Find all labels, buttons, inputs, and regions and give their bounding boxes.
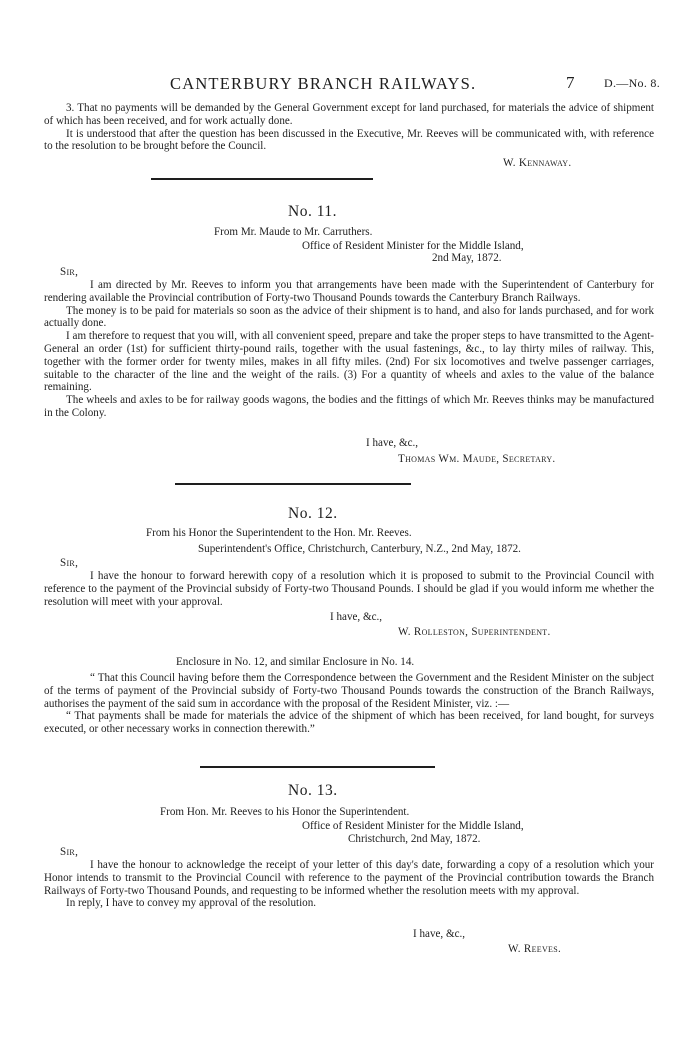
enclosure-title: Enclosure in No. 12, and similar Enclosure in No. 14. xyxy=(176,656,415,668)
paragraph: In reply, I have to convey my approval of the resolution. xyxy=(66,897,317,910)
letter-body xyxy=(44,859,654,910)
paragraph: It is understood that after the question has been discussed in the Executive, Mr. Reeves will be communicated with, with reference to the resolution to be brought before the Council. xyxy=(44,127,654,153)
paragraph: The wheels and axles to be for railway goods wagons, the bodies and the fittings of which Mr. Reeves thinks may be manufactured in the Colony. xyxy=(44,394,654,419)
section-divider xyxy=(175,483,411,485)
letter-heading: No. 12. xyxy=(288,505,338,522)
paragraph: “ That this Council having before them the Correspondence between the Government and the Resident Minister on the subject of the terms of payment of the Provincial subsidy of Forty-two Thousand Pounds towards the construction of the Branch Railways, authorises the payment of the said sum in accordance with the proposal of the Resident Minister, viz. :— xyxy=(44,672,654,710)
signature: W. Reeves. xyxy=(508,943,562,955)
letter-from xyxy=(214,226,372,239)
closing: I have, &c., xyxy=(330,611,383,623)
section-divider xyxy=(151,178,373,180)
page-number: 7 xyxy=(566,73,575,92)
paragraph: I am therefore to request that you will, with all convenient speed, prepare and take the proper steps to have transmitted to the Agent-General an order (1st) for sufficient thirty-pound rails, together with the usual fastenings, &c., to lay thirty miles of railway. This, together with the former order for twenty miles, makes in all fifty miles. (2nd) For six locomotives and twelve passenger carriages, suitable to the character of the line and the weight of the rails. (3) For a quantity of wheels and axles to the value of the balance remaining. xyxy=(44,330,654,394)
closing: I have, &c., xyxy=(366,437,419,449)
paragraph: I have the honour to acknowledge the receipt of your letter of this day's date, forwarding a copy of a resolution which your Honor intends to transmit to the Provincial Council with reference to the payment of the Provincial contribution towards the Branch Railways of Forty-two Thousand Pounds, and requesting to be informed whether the resolution meets with my approval. xyxy=(44,859,654,897)
salutation: Sir, xyxy=(60,846,79,858)
paragraph: The money is to be paid for materials so soon as the advice of their shipment is to hand, and also for lands purchased, and for work actually done. xyxy=(44,304,654,330)
page-title: CANTERBURY BRANCH RAILWAYS. xyxy=(170,74,477,93)
letter-from-text: From Mr. Maude to Mr. Carruthers. xyxy=(214,226,373,238)
paragraph: I have the honour to forward herewith copy of a resolution which it is proposed to submit to the Provincial Council with reference to the payment of the Provincial subsidy of Forty-two Thousand Pounds. I should be glad if you would inform me whether the resolution will meet with your approval. xyxy=(44,570,654,608)
salutation: Sir, xyxy=(60,266,79,278)
signature: W. Kennaway. xyxy=(503,157,572,169)
letter-body xyxy=(44,279,654,420)
letter-office: Office of Resident Minister for the Middle Island, xyxy=(302,820,524,832)
letter-heading: No. 13. xyxy=(288,782,338,799)
section-divider xyxy=(200,766,435,768)
letter-office: Superintendent's Office, Christchurch, Canterbury, N.Z., 2nd May, 1872. xyxy=(198,543,521,555)
document-reference: D.—No. 8. xyxy=(604,76,661,90)
letter-body xyxy=(44,570,654,608)
signature: Thomas Wm. Maude, Secretary. xyxy=(398,453,556,465)
letter-from: From Hon. Mr. Reeves to his Honor the Superintendent. xyxy=(160,806,410,818)
letter-office: Office of Resident Minister for the Middle Island, xyxy=(302,240,524,252)
signature: W. Rolleston, Superintendent. xyxy=(398,626,551,638)
letter-date: 2nd May, 1872. xyxy=(432,252,502,264)
paragraph: I am directed by Mr. Reeves to inform you that arrangements have been made with the Superintendent of Canterbury for rendering available the Provincial contribution of Forty-two Thousand Pounds towards the Canterbury Branch Railways. xyxy=(44,279,654,304)
closing: I have, &c., xyxy=(413,928,466,940)
continuation-text xyxy=(44,102,654,153)
salutation: Sir, xyxy=(60,557,79,569)
paragraph: 3. That no payments will be demanded by the General Government except for land purchased, for materials the advice of shipment of which has been received, and for work actually done. xyxy=(44,102,654,127)
letter-heading: No. 11. xyxy=(288,203,337,220)
paragraph: “ That payments shall be made for materials the advice of the shipment of which has been received, for land bought, for surveys executed, or other necessary works in connection therewith.” xyxy=(44,710,654,736)
letter-from: From his Honor the Superintendent to the Hon. Mr. Reeves. xyxy=(146,527,412,539)
enclosure-body xyxy=(44,672,654,736)
letter-date: Christchurch, 2nd May, 1872. xyxy=(348,833,481,845)
